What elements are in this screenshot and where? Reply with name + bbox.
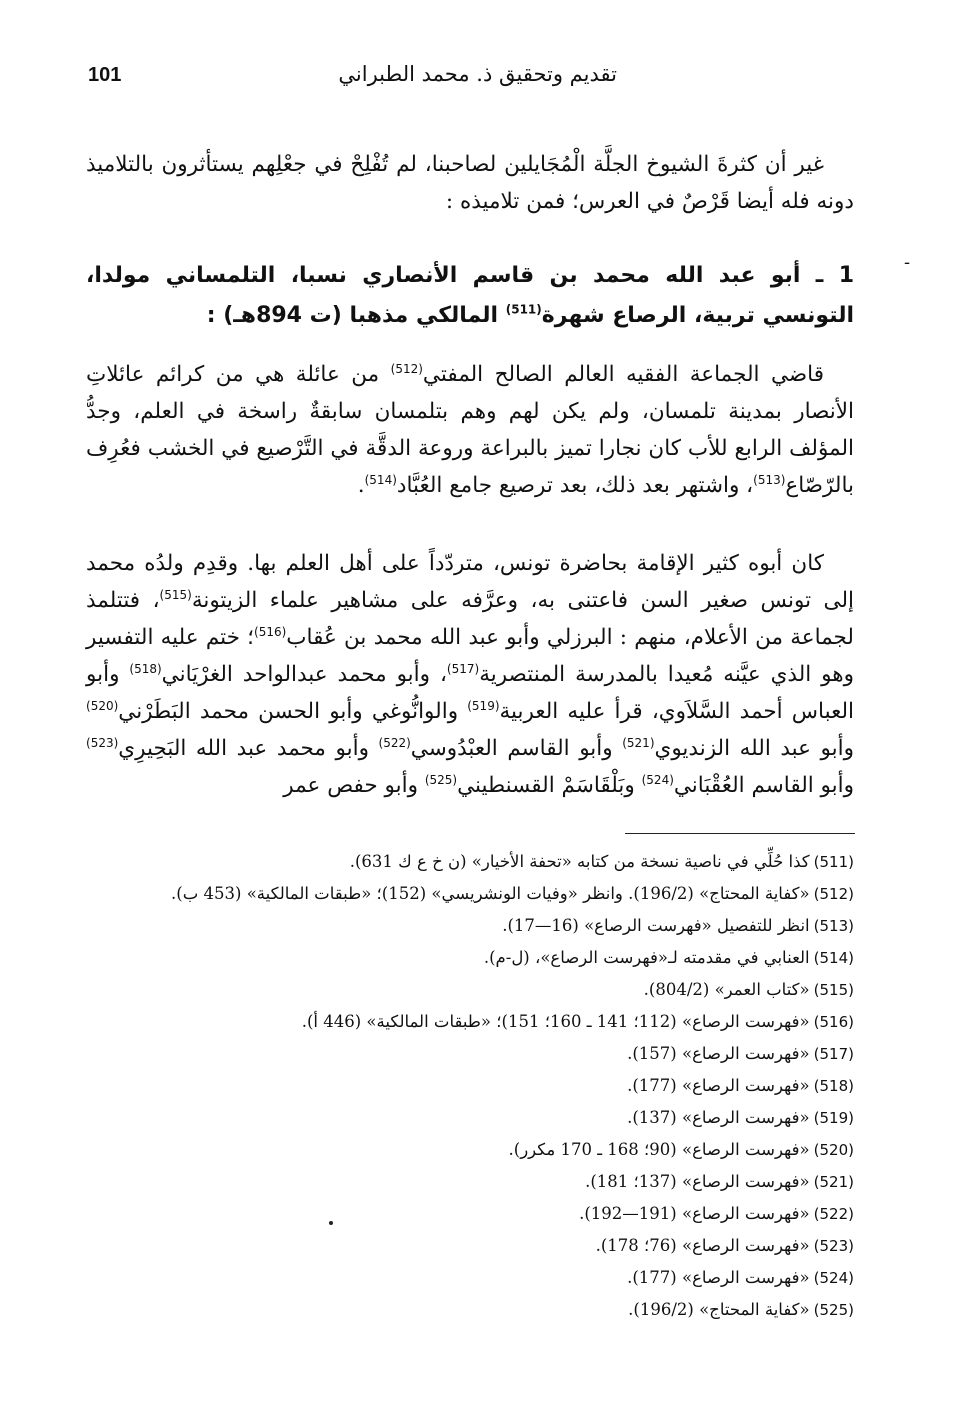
text-run: من عائلة هي من كرائم عائلاتِ الأنصار بمدينة تلمسان، ولم يكن لهم وهم بتلمسان سابقةٌ راسخة في العلم، وجدُّ المؤلف الرابع للأب كان نجارا تميز بالبراعة وروعة الدقَّة في التَّرْصيع في الخشب فعُرِف بالرّصّاع [86,362,854,498]
footnote-item [154,974,854,1006]
footnote-ref[interactable]: (520) [86,698,119,713]
footnote-text: «فهرست الرصاع» (137). [627,1108,810,1127]
footnote-number: (515) [813,981,854,999]
footnote-item [154,1134,854,1166]
intro-paragraph [86,146,854,220]
footnote-ref[interactable]: (524) [641,772,674,787]
page-number: 101 [88,64,122,86]
footnote-number: (511) [813,853,854,871]
footnote-item [154,1294,854,1326]
text-run: ؛ ختم عليه التفسير وهو الذي عيَّنه مُعيدا بالمدرسة المنتصرية [86,625,854,687]
footnote-text: «فهرست الرصاع» (112؛ 141 ـ 160؛ 151)؛ «طبقات المالكية» (446 أ). [301,1012,810,1031]
footnote-ref[interactable]: (522) [378,735,411,750]
footnote-number: (513) [813,917,854,935]
text-run: وأبو القاسم العُقْبَاني [673,773,854,798]
footnote-item [154,878,854,910]
ink-dot [329,1221,333,1225]
footnote-item [154,1262,854,1294]
text-run: ، واشتهر بعد ذلك، بعد ترصيع جامع العُبَّاد [396,473,754,498]
footnote-number: (514) [813,949,854,967]
footnote-text: «فهرست الرصاع» (191—192). [579,1204,810,1223]
text-run: والوانُّوغي وأبو الحسن محمد البَطَرْني [118,699,468,724]
margin-mark: - [904,252,911,273]
footnote-number: (518) [813,1077,854,1095]
footnote-ref[interactable]: (513) [753,472,786,487]
footnote-item [154,942,854,974]
footnote-text: «فهرست الرصاع» (137؛ 181). [585,1172,810,1191]
text-run: قاضي الجماعة الفقيه العالم الصالح المفتي [422,362,824,387]
footnote-text: «كفاية المحتاج» (196/2). وانظر «وفيات الونشريسي» (152)؛ «طبقات المالكية» (453 ب). [171,884,810,903]
footnote-number: (519) [813,1109,854,1127]
footnote-number: (522) [813,1205,854,1223]
footnote-ref[interactable]: (512) [390,361,423,376]
running-header [88,62,852,92]
footnote-text: انظر للتفصيل «فهرست الرصاع» (16—17). [502,916,810,935]
footnote-item [154,1102,854,1134]
footnote-ref[interactable]: (518) [129,661,162,676]
text-run: وأبو القاسم العبْدُوسي [410,736,623,761]
footnote-ref[interactable]: (515) [159,587,192,602]
text-run: وبَلْقَاسَمْ القسنطيني [457,773,642,798]
footnote-list [154,846,854,1326]
intro-text: غير أن كثرةَ الشيوخ الجلَّة الْمُجَايلين لصاحبنا، لم تُفْلِحْ في جعْلِهم يستأثرون بالتلاميذ دونه فله أيضا قَرْصٌ في العرس؛ فمن تلاميذه : [86,152,854,214]
text-run: وأبو حفص عمر [283,773,425,798]
footnote-ref[interactable]: (517) [446,661,480,676]
text-run: ، وأبو محمد عبدالواحد الغرْيَاني [161,662,447,687]
footnote-item [154,1070,854,1102]
footnote-number: (517) [813,1045,854,1063]
footnote-item [154,1166,854,1198]
footnote-text: «فهرست الرصاع» (76؛ 178). [595,1236,810,1255]
footnote-item [154,910,854,942]
footnote-text: «فهرست الرصاع» (90؛ 168 ـ 170 مكرر). [508,1140,810,1159]
heading-text: 1 ـ أبو عبد الله محمد بن قاسم الأنصاري نسبا، التلمساني مولدا، التونسي تربية، الرصاع شهرة [86,263,854,328]
footnote-separator [625,833,855,834]
footnote-item [154,1198,854,1230]
footnote-ref[interactable]: (525) [424,772,458,787]
footnote-item [154,1230,854,1262]
bio-paragraph-2 [86,545,854,804]
footnote-text: «فهرست الرصاع» (177). [627,1268,810,1287]
footnote-text: «فهرست الرصاع» (177). [627,1076,810,1095]
footnote-number: (512) [813,885,854,903]
footnote-number: (521) [813,1173,854,1191]
footnote-number: (516) [813,1013,854,1031]
footnote-item [154,846,854,878]
footnote-ref[interactable]: (516) [254,624,287,639]
footnote-text: العنابي في مقدمته لـ«فهرست الرصاع»، (ل-م). [483,948,810,967]
text-run: كان أبوه كثير الإقامة بحاضرة تونس، متردّداً على أهل العلم بها. وقدِم ولدُه محمد إلى تونس صغير السن فاعتنى به، وعرَّفه على مشاهير علماء الزيتونة [86,551,854,613]
running-title: تقديم وتحقيق ذ. محمد الطبراني [338,62,617,86]
footnote-item [154,1038,854,1070]
text-run: وأبو العباس أحمد السَّلاَوي، قرأ عليه العربية [86,662,854,724]
text-run: وأبو عبد الله الزنديوي [654,736,854,761]
heading-text-end: المالكي مذهبا (ت 894هـ) : [206,303,506,328]
footnote-text: «كفاية المحتاج» (196/2). [628,1300,810,1319]
footnote-ref[interactable]: (514) [364,472,397,487]
section-heading [86,256,854,336]
footnote-text: «فهرست الرصاع» (157). [627,1044,810,1063]
footnote-text: «كتاب العمر» (804/2). [643,980,810,999]
footnote-ref[interactable]: (511) [505,302,542,317]
text-run: وأبو محمد عبد الله البَحِيرِي [118,736,379,761]
footnote-ref[interactable]: (519) [467,698,500,713]
footnote-number: (520) [813,1141,854,1159]
footnote-ref[interactable]: (521) [622,735,655,750]
footnote-ref[interactable]: (523) [86,735,119,750]
footnote-number: (525) [813,1301,854,1319]
text-run: ، فتتلمذ لجماعة من الأعلام، منهم : البرزلي وأبو عبد الله محمد بن عُقاب [86,588,854,650]
footnote-text: كذا حُلِّي في ناصية نسخة من كتابه «تحفة الأخيار» (ن خ ع ك 631). [349,852,810,871]
bio-paragraph-1 [86,356,854,504]
footnote-number: (523) [813,1237,854,1255]
text-run: . [357,473,365,498]
footnote-item [154,1006,854,1038]
footnote-number: (524) [813,1269,854,1287]
